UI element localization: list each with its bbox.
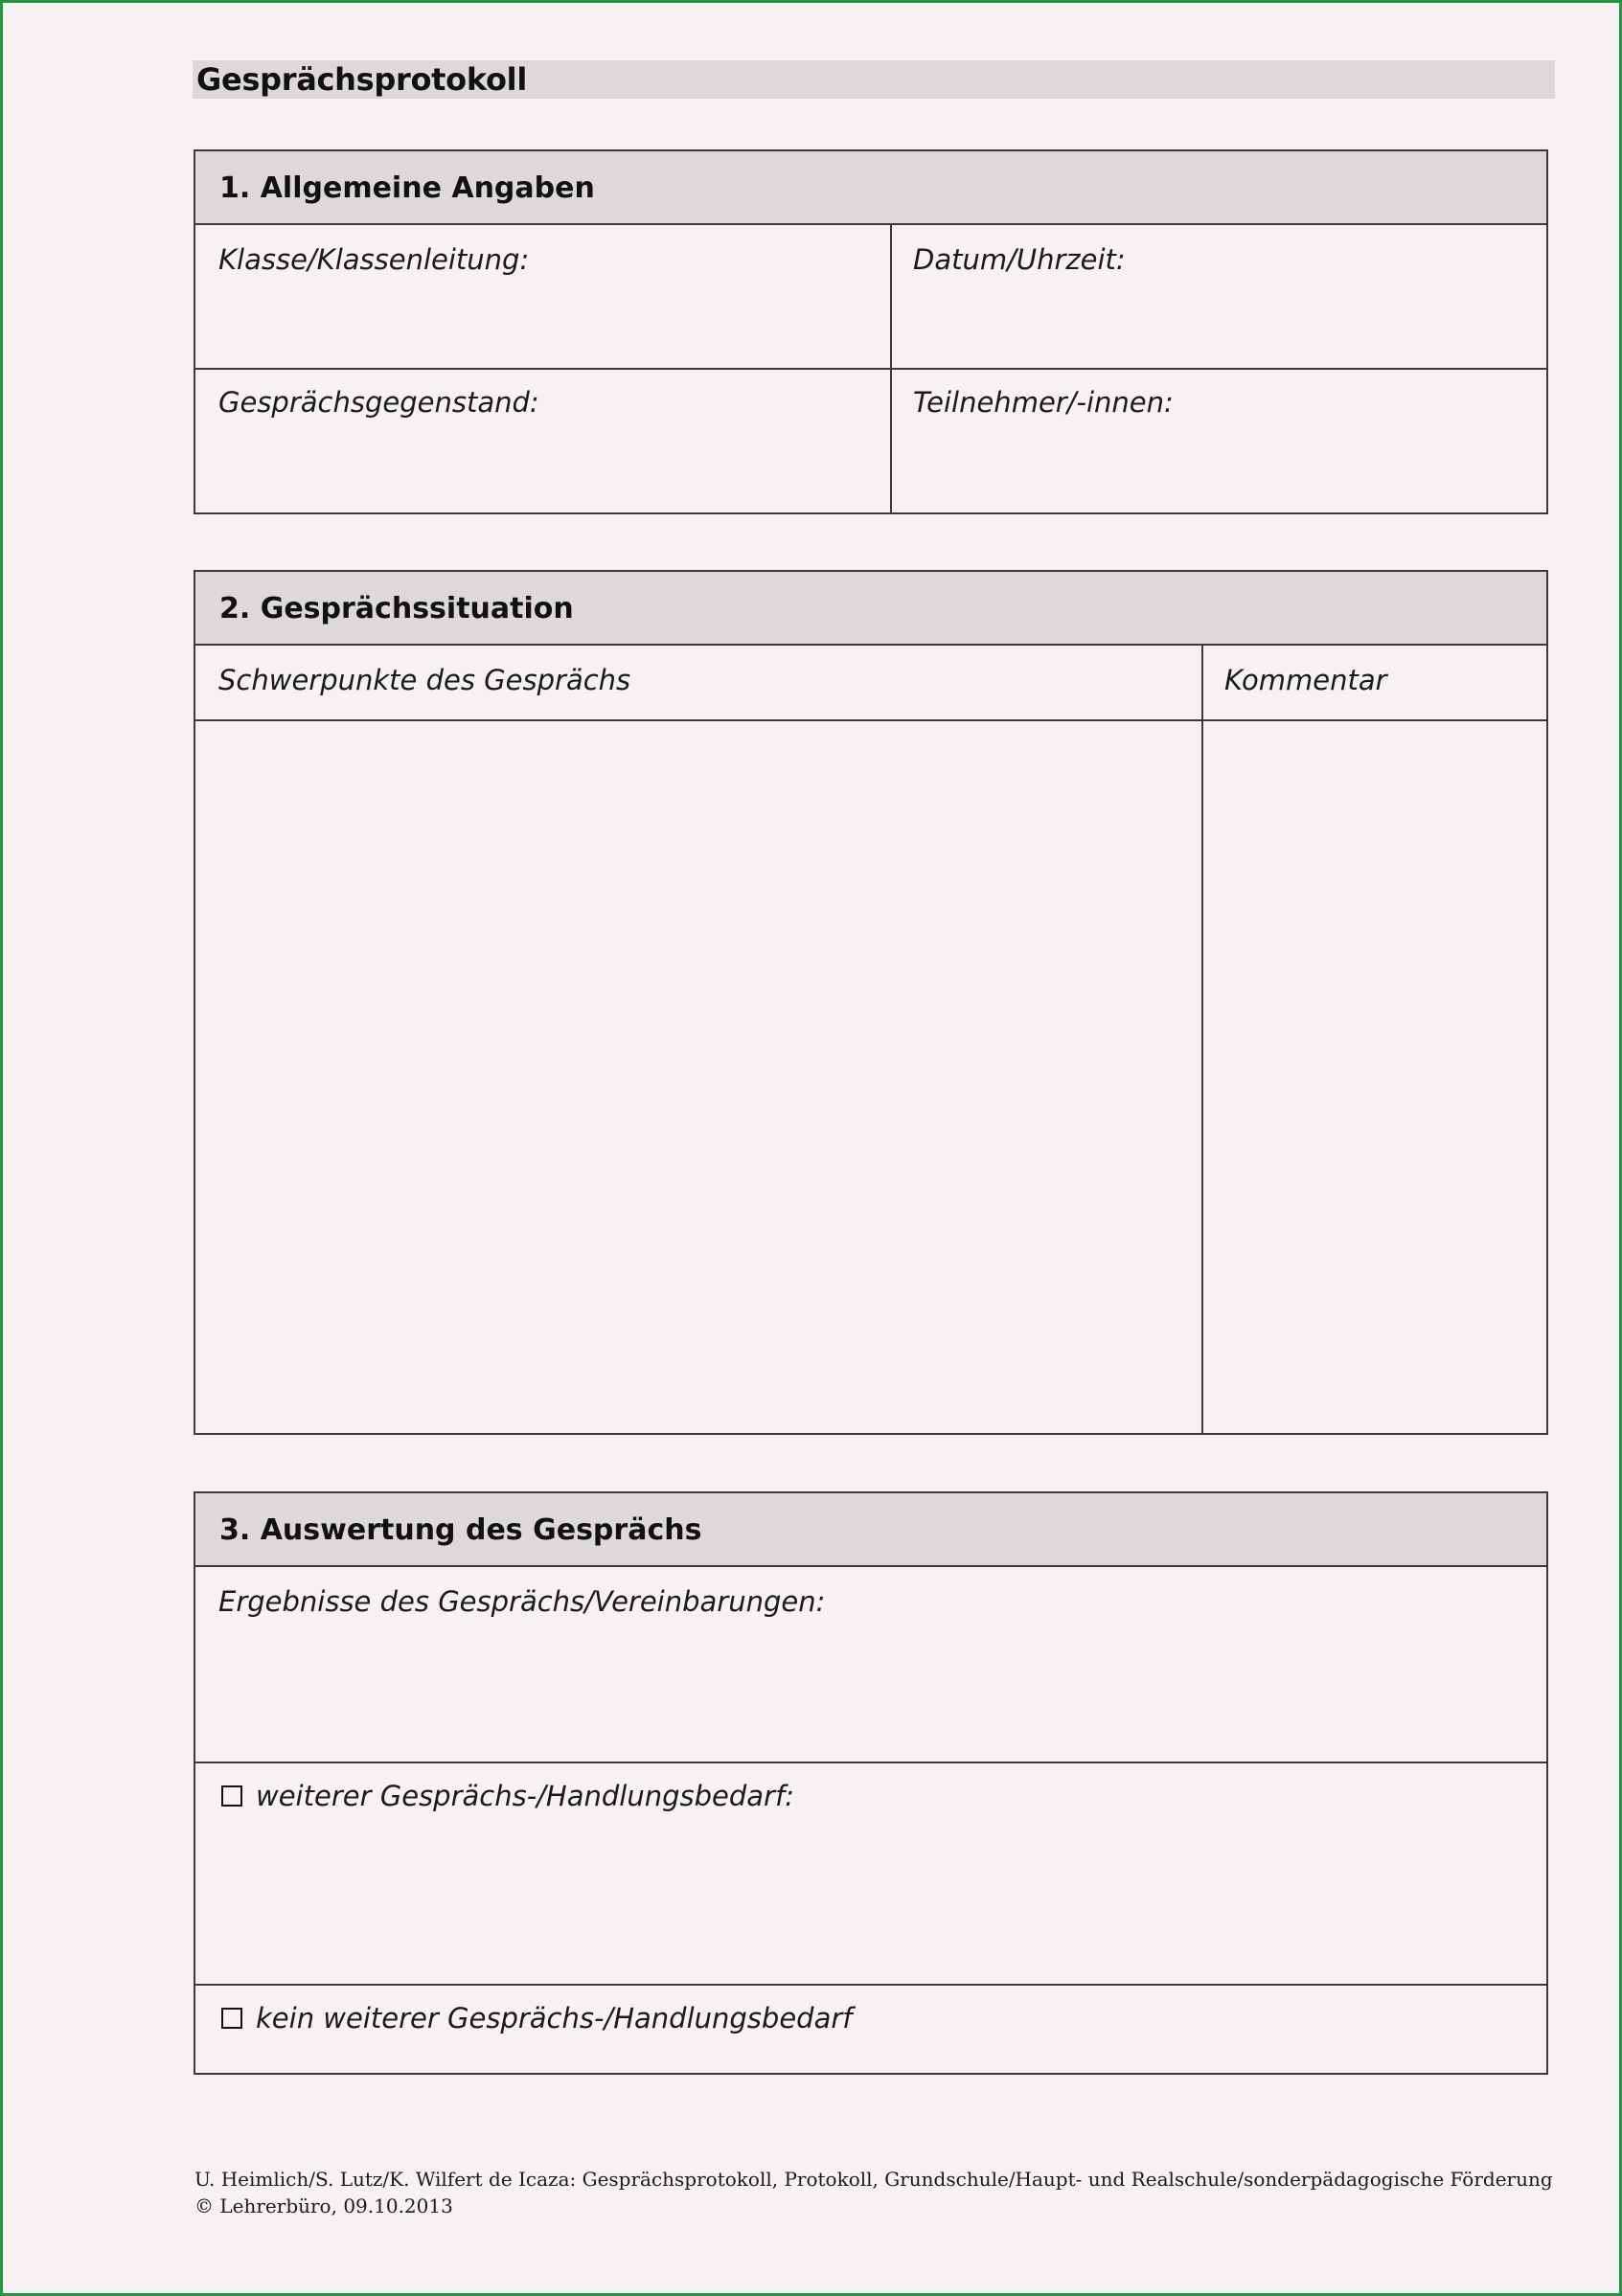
option-kein-bedarf[interactable] <box>221 2002 852 2035</box>
row-divider <box>195 1984 1546 1986</box>
section-heading: 2. Gesprächssituation <box>219 592 574 625</box>
section-heading: 1. Allgemeine Angaben <box>219 171 595 205</box>
document-title: Gesprächsprotokoll <box>196 61 527 98</box>
section-header <box>195 572 1546 646</box>
section-header <box>195 151 1546 225</box>
field-gegenstand[interactable]: Gesprächsgegenstand: <box>218 386 539 419</box>
footer-citation: U. Heimlich/S. Lutz/K. Wilfert de Icaza: Gesprächsprotokoll, Protokoll, Grundschule/Haupt- und Realschule/sonderpädagogische Förderung <box>194 2168 1553 2191</box>
field-klasse[interactable]: Klasse/Klassenleitung: <box>218 243 530 276</box>
field-teilnehmer[interactable]: Teilnehmer/-innen: <box>913 386 1174 419</box>
checkbox-icon[interactable] <box>221 2008 242 2029</box>
section-evaluation <box>194 1491 1548 2075</box>
section-header <box>195 1493 1546 1567</box>
section-heading: 3. Auswertung des Gesprächs <box>219 1513 702 1547</box>
kommentar-area[interactable] <box>1203 721 1546 1435</box>
row-divider <box>195 1762 1546 1763</box>
option-weiterer-label: weiterer Gesprächs-/Handlungsbedarf: <box>256 1780 794 1812</box>
footer <box>194 2166 1553 2219</box>
field-ergebnisse[interactable]: Ergebnisse des Gesprächs/Vereinbarungen: <box>218 1585 826 1618</box>
column-schwerpunkte: Schwerpunkte des Gesprächs <box>218 664 631 696</box>
option-weiterer-bedarf[interactable] <box>221 1780 794 1812</box>
field-datum[interactable]: Datum/Uhrzeit: <box>913 243 1126 276</box>
option-kein-label: kein weiterer Gesprächs-/Handlungsbedarf <box>256 2002 853 2035</box>
checkbox-icon[interactable] <box>221 1785 242 1807</box>
footer-copyright: © Lehrerbüro, 09.10.2013 <box>194 2194 453 2217</box>
schwerpunkte-area[interactable] <box>195 721 1201 1435</box>
title-bar <box>193 60 1555 99</box>
row-divider <box>195 368 1546 370</box>
section-general-info <box>194 149 1548 514</box>
column-divider <box>890 225 892 514</box>
column-kommentar: Kommentar <box>1224 664 1387 696</box>
section-conversation <box>194 570 1548 1435</box>
